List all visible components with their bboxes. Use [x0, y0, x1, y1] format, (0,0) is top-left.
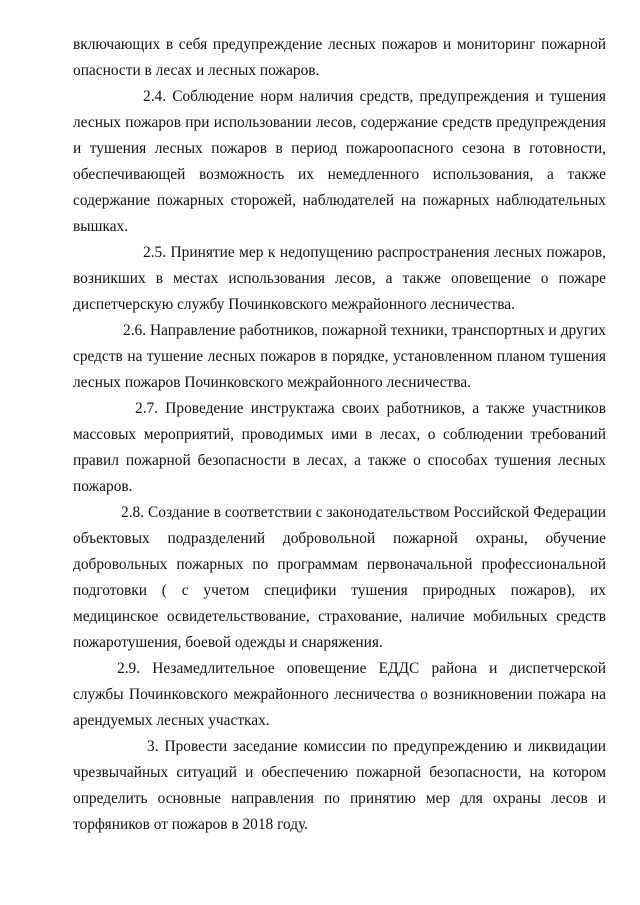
paragraph-continuation: включающих в себя предупреждение лесных пожаров и мониторинг пожарной опасности в лесах и лесных пожаров.: [73, 36, 606, 79]
paragraph-2-9: 2.9. Незамедлительное оповещение ЕДДС района и диспетчерской службы Починковского межрайонного лесничества о возникновении пожара на арендуемых лесных участках.: [73, 660, 606, 729]
paragraph-3: 3. Провести заседание комиссии по предупреждению и ликвидации чрезвычайных ситуаций и обеспечению пожарной безопасности, на котором определить основные направления по принятию мер для охраны лесов и торфяников от пожаров в 2018 году.: [73, 738, 606, 833]
paragraph-2-5: 2.5. Принятие мер к недопущению распространения лесных пожаров, возникших в местах использования лесов, а также оповещение о пожаре диспетчерскую службу Починковского межрайонного лесничества.: [73, 244, 606, 313]
paragraph-2-4: 2.4. Соблюдение норм наличия средств, предупреждения и тушения лесных пожаров при использовании лесов, содержание средств предупреждения и тушения лесных пожаров в период пожароопасного сезона в готовности, обеспечивающей возможность их немедленного использования, а также содержание пожарных сторожей, наблюдателей на пожарных наблюдательных вышках.: [73, 88, 606, 235]
paragraph-2-7: 2.7. Проведение инструктажа своих работников, а также участников массовых мероприятий, проводимых ими в лесах, о соблюдении требований правил пожарной безопасности в лесах, а также о способах тушения лесных пожаров.: [73, 400, 606, 495]
paragraph-2-8: 2.8. Создание в соответствии с законодательством Российской Федерации объектовых подразделений добровольной пожарной охраны, обучение добровольных пожарных по программам первоначальной профессиональной подготовки ( с учетом специфики тушения природных пожаров), их медицинское освидетельствование, страхование, наличие мобильных средств пожаротушения, боевой одежды и снаряжения.: [73, 504, 606, 651]
document-body: [73, 32, 606, 838]
paragraph-2-6: 2.6. Направление работников, пожарной техники, транспортных и других средств на тушение лесных пожаров в порядке, установленном планом тушения лесных пожаров Починковского межрайонного лесничества.: [73, 322, 606, 391]
